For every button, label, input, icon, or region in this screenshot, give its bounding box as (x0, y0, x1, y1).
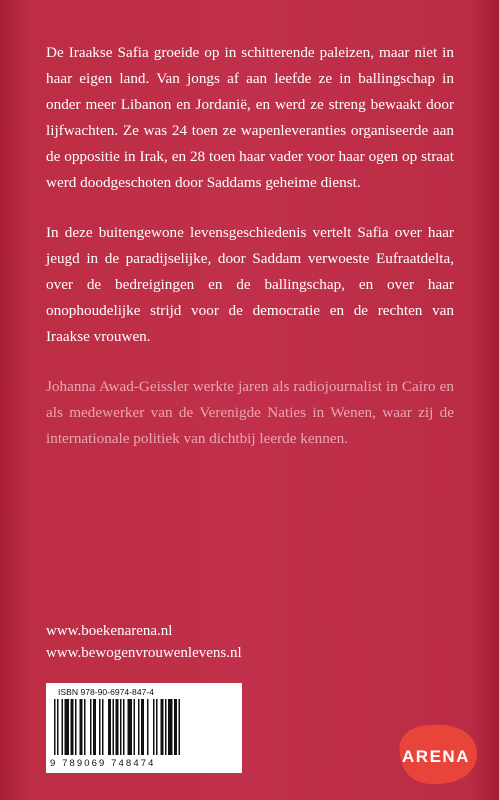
website-links (46, 620, 242, 664)
blurb-paragraph-1: De Iraakse Safia groeide op in schitterende paleizen, maar niet in haar eigen land. Van jongs af aan leefde ze in ballingschap in onder meer Libanon en Jordanië, en werd ze streng bewaakt door lijfwachten. Ze was 24 toen ze wapenleveranties organiseerde aan de oppositie in Irak, en 28 toen haar vader voor haar ogen op straat werd doodgeschoten door Saddams geheime dienst. (46, 44, 454, 191)
website-link-boekenarena[interactable]: www.boekenarena.nl (46, 623, 173, 639)
publisher-logo (390, 720, 482, 793)
cover-blurb (46, 40, 454, 452)
author-bio: Johanna Awad-Geissler werkte jaren als radiojournalist in Cairo en als medewerker van de Verenigde Naties in Wenen, waar zij de internationale politiek van dichtbij leerde kennen. (46, 378, 454, 447)
barcode-bars (52, 699, 236, 757)
blurb-paragraph-2: In deze buitengewone levensgeschiedenis vertelt Safia over haar jeugd in de paradijselijke, door Saddam verwoeste Eufraatdelta, over de bedreigingen en de ballingschap, en over haar onophoudelijke strijd voor de democratie en de rechten van Iraakse vrouwen. (46, 224, 454, 345)
barcode-digits: 9 789069 748474 (50, 758, 156, 769)
website-link-bewogenvrouwenlevens[interactable]: www.bewogenvrouwenlevens.nl (46, 645, 242, 661)
isbn-label: ISBN 978-90-6974-847-4 (58, 687, 155, 697)
arena-logo-text: ARENA (402, 747, 470, 766)
isbn-barcode (46, 683, 242, 773)
